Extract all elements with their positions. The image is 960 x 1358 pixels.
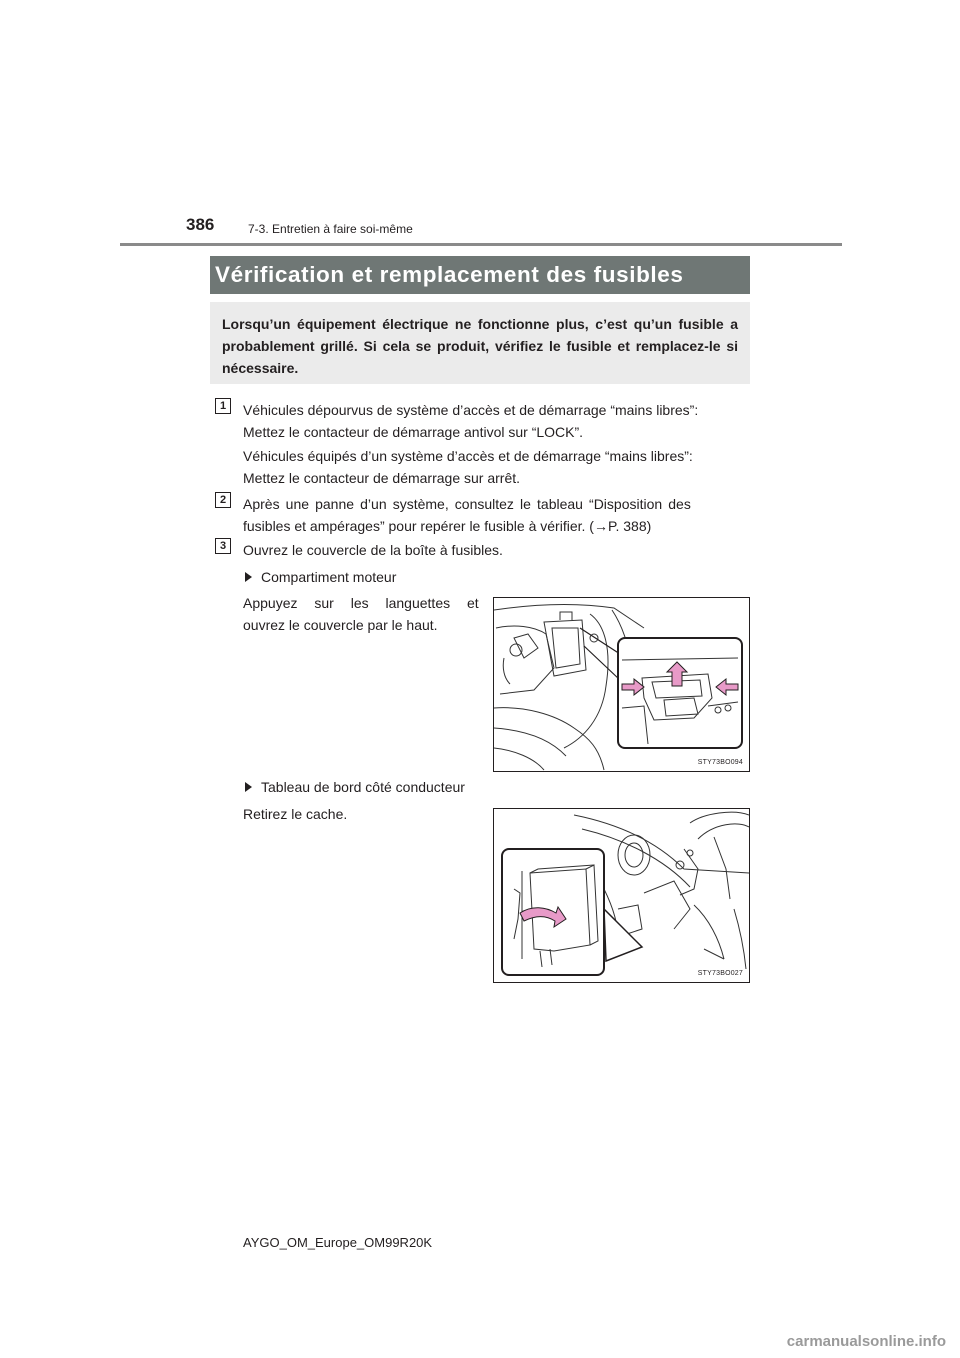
engine-compartment-illustration — [494, 598, 749, 771]
engine-line-1: Appuyez sur les languettes et — [243, 595, 479, 611]
footer-doc-id: AYGO_OM_Europe_OM99R20K — [243, 1235, 433, 1250]
figure-engine-fuse-box — [493, 597, 750, 772]
triangle-bullet-icon — [245, 572, 252, 582]
intro-text: Lorsqu’un équipement électrique ne fonctionne plus, c’est qu’un fusible a probablement grillé. Si cela se produit, vérifiez le fusible et remplacez-le si nécessaire. — [222, 316, 738, 376]
intro-box — [210, 302, 750, 384]
step-1-para-1 — [243, 400, 750, 443]
bullet-dashboard-label: Tableau de bord côté conducteur — [261, 779, 465, 795]
engine-line-2: ouvrez le couvercle par le haut. — [243, 616, 438, 633]
dashboard-instructions — [243, 804, 480, 826]
step-1-line-2: Mettez le contacteur de démarrage antivol sur “LOCK”. — [243, 423, 584, 440]
step-2-para — [243, 494, 750, 537]
bullet-dashboard — [245, 777, 465, 797]
figure-dashboard-fuse-cover — [493, 808, 750, 983]
bullet-engine-label: Compartiment moteur — [261, 569, 397, 585]
step-2-line-1: Après une panne d’un système, consultez le tableau “Disposition des — [243, 496, 691, 512]
header-rule — [120, 243, 842, 246]
watermark: carmanualsonline.info — [786, 1333, 946, 1350]
step-1-para-2 — [243, 446, 750, 489]
step-2-line-2: fusibles et ampérages” pour repérer le fusible à vérifier. (→P. 388) — [243, 517, 652, 534]
dashboard-illustration — [494, 809, 749, 982]
page-number: 386 — [186, 215, 215, 234]
dashboard-line-1: Retirez le cache. — [243, 806, 348, 822]
step-1-line-4: Mettez le contacteur de démarrage sur arrêt. — [243, 469, 521, 486]
bullet-engine-compartment — [245, 567, 396, 587]
engine-instructions — [243, 593, 480, 636]
step-1-line-1: Véhicules dépourvus de système d’accès et de démarrage “mains libres”: — [243, 402, 699, 418]
figure-code-engine: STY73BO094 — [697, 759, 743, 766]
section-label: 7-3. Entretien à faire soi-même — [248, 222, 413, 236]
triangle-bullet-icon — [245, 782, 252, 792]
page-title: Vérification et remplacement des fusibles — [210, 256, 750, 294]
step-3-para — [243, 540, 750, 562]
step-2-badge: 2 — [215, 492, 231, 508]
figure-code-dashboard: STY73BO027 — [697, 970, 743, 977]
step-3-badge: 3 — [215, 538, 231, 554]
step-3-line-1: Ouvrez le couvercle de la boîte à fusibles. — [243, 542, 503, 558]
step-1-line-3: Véhicules équipés d’un système d’accès et de démarrage “mains libres”: — [243, 448, 693, 464]
step-1-badge: 1 — [215, 398, 231, 414]
